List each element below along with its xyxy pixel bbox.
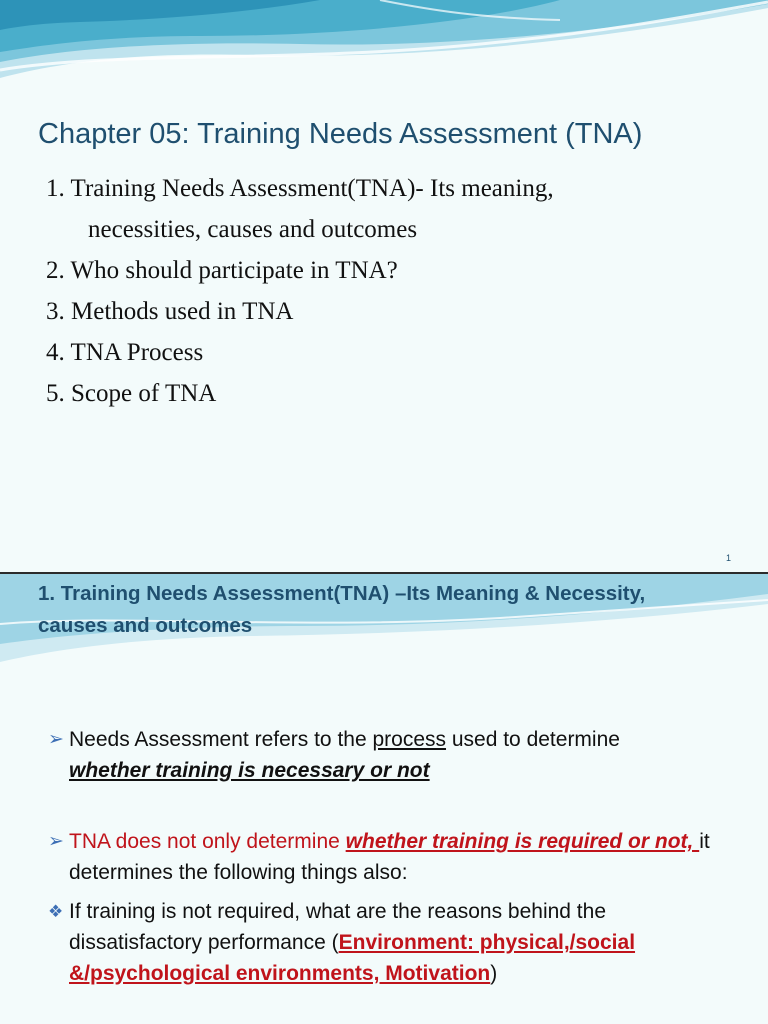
- bullet-item: [48, 826, 738, 888]
- bullet-text: used to determine: [446, 728, 620, 751]
- bullet-text: it determines the following things also:: [69, 830, 710, 884]
- bullet-emphasis: Environment: physical,/social &/psychological environments, Motivation: [69, 931, 636, 985]
- bullet-underlined-term: process: [372, 728, 447, 751]
- sub-bullet-item: [48, 896, 738, 989]
- bullet-text: Needs Assessment refers to the: [69, 728, 373, 751]
- agenda-item: 2. Who should participate in TNA?: [46, 257, 398, 284]
- bullet-emphasis: whether training is required or not,: [345, 830, 700, 853]
- slide-2: [0, 574, 768, 1024]
- slide-2-title-line: 1. Training Needs Assessment(TNA) –Its Meaning & Necessity,: [38, 582, 646, 605]
- page-number: 1: [725, 553, 731, 563]
- agenda-list: [46, 168, 554, 414]
- arrow-bullet-icon: ➢: [48, 729, 64, 750]
- agenda-item-continuation: necessities, causes and outcomes: [88, 216, 418, 243]
- bullet-text: If training is not required, what are the reasons behind the dissatisfactory performance (: [69, 900, 606, 954]
- bullet-text: ): [490, 962, 498, 985]
- bullet-emphasis: whether training is necessary or not: [69, 759, 430, 782]
- arrow-bullet-icon: ➢: [48, 831, 64, 852]
- slide-2-title-line: causes and outcomes: [38, 614, 253, 637]
- bullet-text: TNA does not only determine: [69, 830, 346, 853]
- header-wave-decoration: [0, 0, 768, 90]
- slide-2-body: [48, 724, 738, 989]
- diamond-bullet-icon: ❖: [48, 902, 64, 921]
- agenda-item: 5. Scope of TNA: [46, 380, 217, 407]
- bullet-item: [48, 724, 738, 786]
- slide-2-title: [38, 578, 738, 642]
- slide-1-title: Chapter 05: Training Needs Assessment (TNA): [38, 118, 643, 150]
- agenda-item: 4. TNA Process: [46, 339, 204, 366]
- agenda-item: 1. Training Needs Assessment(TNA)- Its meaning,: [46, 175, 554, 202]
- agenda-item: 3. Methods used in TNA: [46, 298, 294, 325]
